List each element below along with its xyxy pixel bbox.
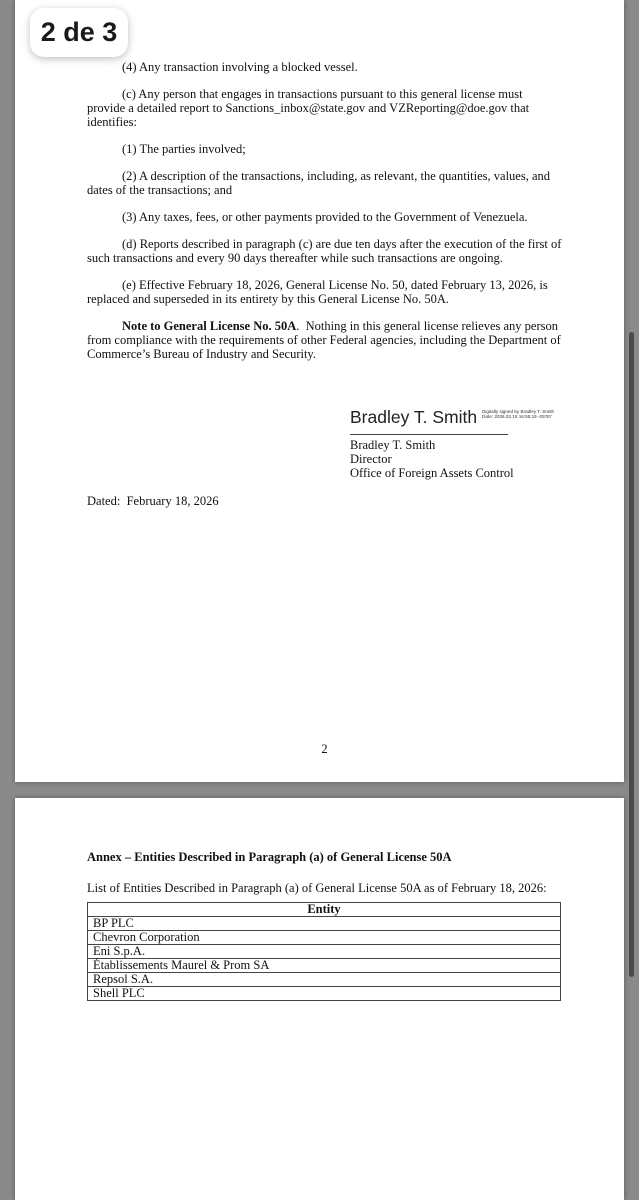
digital-signature-name: Bradley T. Smith: [350, 407, 478, 427]
entity-cell: Chevron Corporation: [88, 931, 561, 945]
digital-signature-row: [350, 407, 562, 433]
entity-table-header-row: [88, 903, 561, 917]
signer-title: Director: [350, 452, 392, 466]
table-row: [88, 931, 561, 945]
paragraph-4: (4) Any transaction involving a blocked vessel.: [122, 60, 358, 74]
digital-signature-meta: [482, 409, 592, 433]
table-row: [88, 973, 561, 987]
entity-cell: Établissements Maurel & Prom SA: [88, 959, 561, 973]
entity-table: [87, 902, 561, 1001]
paragraph-3: (3) Any taxes, fees, or other payments provided to the Government of Venezuela.: [122, 210, 528, 224]
paragraph-d: (d) Reports described in paragraph (c) are due ten days after the execution of the first of such transactions and every 90 days thereafter while such transactions are ongoing.: [87, 237, 565, 265]
page-indicator-label: 2 de 3: [40, 17, 118, 47]
page-2-content: [87, 0, 565, 756]
signature-typed-block: [350, 438, 562, 480]
paragraph-e: (e) Effective February 18, 2026, General License No. 50, dated February 13, 2026, is replaced and superseded in its entirety by this General License No. 50A.: [87, 278, 551, 306]
table-row: [88, 959, 561, 973]
page-indicator-badge: [30, 8, 128, 57]
pdf-page-2-sheet: [15, 0, 624, 782]
paragraph-c: (c) Any person that engages in transactions pursuant to this general license must provide a detailed report to Sanctions_inbox@state.gov and VZReporting@doe.gov that identifies:: [87, 87, 533, 129]
page-3-content: [87, 798, 562, 1001]
page-number: 2: [321, 742, 328, 756]
digital-signature-meta-text: [482, 409, 592, 420]
signer-name: Bradley T. Smith: [350, 438, 436, 452]
table-row: [88, 917, 561, 931]
signature-underline: [350, 434, 508, 435]
signer-office: Office of Foreign Assets Control: [350, 466, 514, 480]
paragraph-1: (1) The parties involved;: [122, 142, 246, 156]
table-row: [88, 987, 561, 1001]
paragraph-2: (2) A description of the transactions, including, as relevant, the quantities, values, and dates of the transactions; and: [87, 169, 554, 197]
signature-meta-line1: Digitally signed by Bradley T. Smith: [482, 409, 555, 415]
signature-block: [350, 407, 562, 480]
note-lead: Note to General License No. 50A: [122, 319, 297, 333]
entity-cell: Shell PLC: [88, 987, 561, 1001]
entity-column-header: Entity: [88, 903, 561, 917]
signature-meta-line2: Date: 2026.02.18 16:55:15 -05'00': [482, 414, 552, 420]
dated-line: Dated: February 18, 2026: [87, 494, 219, 508]
annex-intro: List of Entities Described in Paragraph (a) of General License 50A as of February 18, 2026:: [87, 881, 547, 895]
entity-cell: Eni S.p.A.: [88, 945, 561, 959]
annex-heading: Annex – Entities Described in Paragraph (a) of General License 50A: [87, 850, 452, 864]
entity-cell: Repsol S.A.: [88, 973, 561, 987]
scrollbar-thumb[interactable]: [629, 332, 634, 977]
note-paragraph: [87, 319, 562, 361]
pdf-page-3-sheet: [15, 798, 624, 1200]
note-rest: . Nothing in this general license relieves any person from compliance with the requirements of other Federal agencies, including the Department of Commerce’s Bureau of Industry and Security.: [87, 319, 564, 361]
table-row: [88, 945, 561, 959]
entity-cell: BP PLC: [88, 917, 561, 931]
